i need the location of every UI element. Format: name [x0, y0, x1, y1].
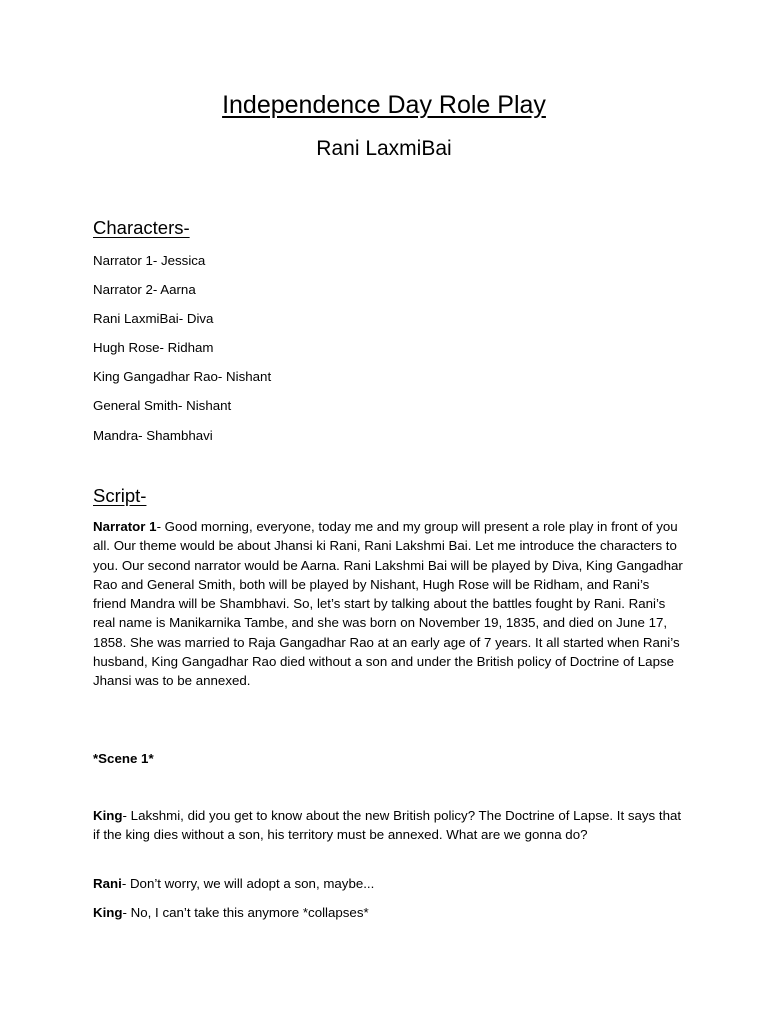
- speaker-name: King: [93, 808, 123, 823]
- dialogue-text: - No, I can’t take this anymore *collapses*: [122, 905, 369, 920]
- character-item: Narrator 1- Jessica: [93, 253, 206, 268]
- scene-heading: *Scene 1*: [93, 751, 154, 766]
- script-line-narrator-1: [93, 517, 683, 691]
- dialogue-text: - Don’t worry, we will adopt a son, maybe...: [121, 876, 375, 891]
- speaker-name: King: [93, 905, 123, 920]
- character-item: King Gangadhar Rao- Nishant: [93, 369, 272, 385]
- characters-list: [93, 252, 271, 456]
- characters-heading: Characters-: [93, 217, 190, 238]
- script-line-king: [93, 903, 683, 922]
- script-line-rani: [93, 874, 683, 893]
- character-item: Narrator 2- Aarna: [93, 282, 196, 298]
- character-item: Rani LaxmiBai- Diva: [93, 311, 214, 327]
- character-item: General Smith- Nishant: [93, 398, 232, 414]
- script-line-king: [93, 806, 683, 845]
- dialogue-text: - Lakshmi, did you get to know about the new British policy? The Doctrine of Lapse. It says that if the king dies without a son, his territory must be annexed. What are we gonna do?: [93, 808, 682, 843]
- speaker-name: Rani: [93, 876, 122, 891]
- script-heading: Script-: [93, 485, 147, 506]
- dialogue-text: - Good morning, everyone, today me and my group will present a role play in front of you all. Our theme would be about Jhansi ki Rani, Rani Lakshmi Bai. Let me introduce the characters to you. Our second narrator would be Aarna. Rani Lakshmi Bai will be played by Diva, King Gangadhar Rao and General Smith, both will be played by Nishant, Hugh Rose will be Ridham, and Rani’s friend Mandra will be Shambhavi. So, let’s start by talking about the battles fought by Rani. Rani’s real name is Manikarnika Tambe, and she was born on November 19, 1835, and died on June 17, 1858. She was married to Raja Gangadhar Rao at an early age of 7 years. It all started when Rani’s husband, King Gangadhar Rao died without a son and under the British policy of Doctrine of Lapse Jhansi was to be annexed.: [93, 519, 683, 689]
- document-subtitle: Rani LaxmiBai: [316, 137, 452, 160]
- speaker-name: Narrator 1: [93, 519, 157, 534]
- character-item: Mandra- Shambhavi: [93, 427, 213, 443]
- character-item: Hugh Rose- Ridham: [93, 340, 214, 356]
- document-title: Independence Day Role Play: [222, 91, 546, 119]
